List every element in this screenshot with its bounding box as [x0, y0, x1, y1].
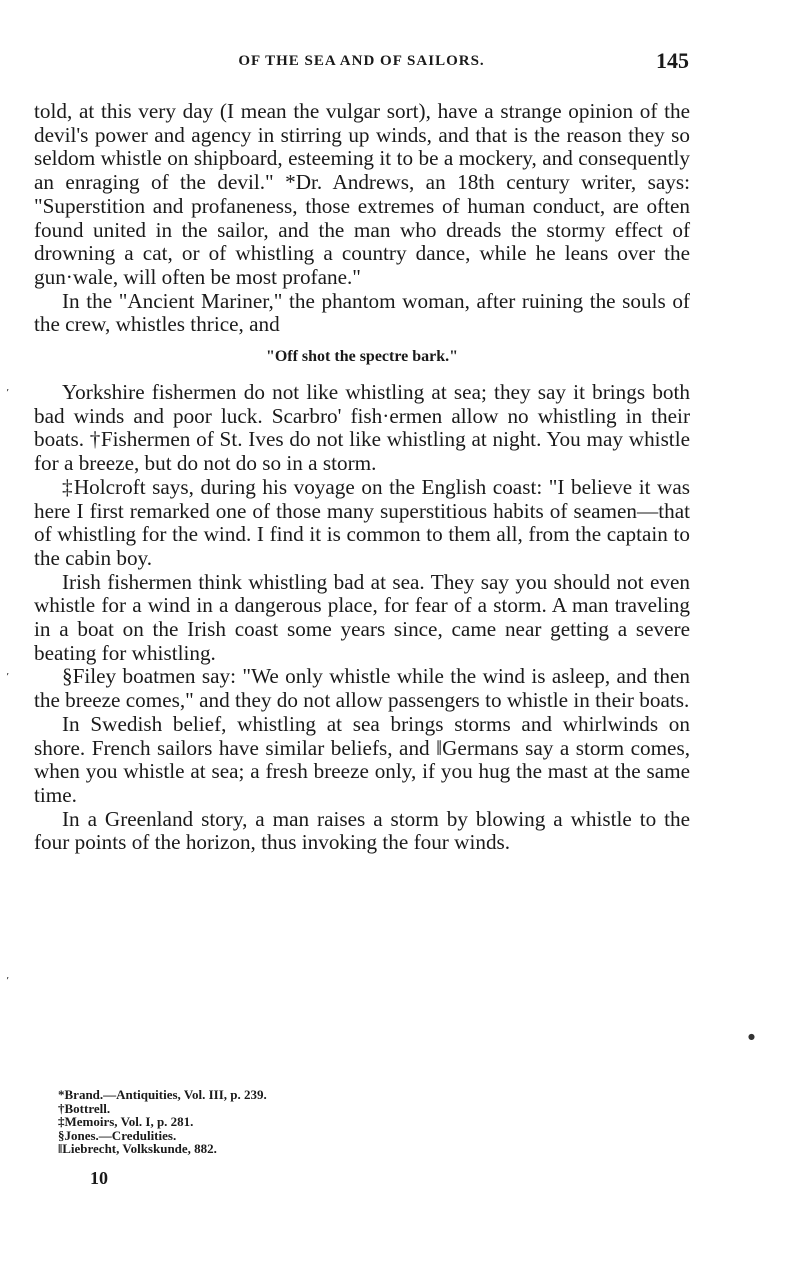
paragraph-filey: §Filey boatmen say: "We only whistle while the wind is asleep, and then the breeze comes," and they do not allow passengers to whistle in their boats.: [34, 664, 690, 713]
paragraph-ancient-mariner: In the "Ancient Mariner," the phantom woman, after ruining the souls of the crew, whistles thrice, and: [34, 288, 690, 337]
margin-tick-mark: ’: [6, 672, 10, 683]
paragraph-greenland: In a Greenland story, a man raises a storm by blowing a whistle to the four points of the horizon, thus invoking the four winds.: [34, 806, 690, 855]
paragraph-swedish: In Swedish belief, whistling at sea brings storms and whirlwinds on shore. French sailors have similar beliefs, and ‖Germans say a storm comes, when you whistle at sea; a fresh breeze only, if you hug the mast at the same time.: [34, 711, 690, 807]
footnote-item: §Jones.—Credulities.: [58, 1127, 177, 1143]
footnote-item: ‖Liebrecht, Volkskunde, 882.: [58, 1141, 217, 1157]
page-number: 145: [656, 48, 689, 73]
page-header: [34, 50, 689, 74]
paragraph-irish: Irish fishermen think whistling bad at sea. They say you should not even whistle for a wind in a dangerous place, for fear of a storm. A man traveling in a boat on the Irish coast some years since, came near getting a severe beating for whistling.: [34, 569, 690, 665]
margin-tick-mark: ’: [6, 388, 10, 399]
footnote-item: *Brand.—Antiquities, Vol. III, p. 239.: [58, 1087, 267, 1102]
block-quote: "Off shot the spectre bark.": [265, 348, 459, 366]
body-text: [34, 100, 690, 855]
paragraph-yorkshire: Yorkshire fishermen do not like whistling at sea; they say it brings both bad winds and poor luck. Scarbro' fish·ermen allow no whistling in their boats. †Fishermen of St. Ives do not like whistling at night. You may whistle for a breeze, but do not do so in a storm.: [34, 380, 690, 476]
footnote-item: †Bottrell.: [58, 1100, 111, 1116]
footnote-item: ‡Memoirs, Vol. I, p. 281.: [58, 1114, 194, 1130]
paragraph-holcroft: ‡Holcroft says, during his voyage on the English coast: "I believe it was here I first remarked one of those many superstitious habits of seamen—that of whistling for the wind. I find it is common to them all, from the captain to the cabin boy.: [34, 474, 690, 570]
paragraph-continued: told, at this very day (I mean the vulgar sort), have a strange opinion of the devil's power and agency in stirring up winds, and that is the reason they so seldom whistle on shipboard, esteeming it to be a mockery, and consequently an enraging of the devil." *Dr. Andrews, an 18th century writer, says: "Superstition and profaneness, those extremes of human conduct, are often found united in the sailor, and the man who dreads the stormy effect of drowning a cat, or of whistling a country dance, while he leans over the gun·wale, will often be most profane.": [34, 99, 690, 289]
footnotes: [58, 1088, 558, 1156]
running-head: OF THE SEA AND OF SAILORS.: [238, 53, 485, 69]
signature-mark: 10: [90, 1168, 108, 1188]
margin-dot-mark: ●: [748, 1032, 755, 1041]
margin-tick-mark: ’: [6, 976, 10, 987]
